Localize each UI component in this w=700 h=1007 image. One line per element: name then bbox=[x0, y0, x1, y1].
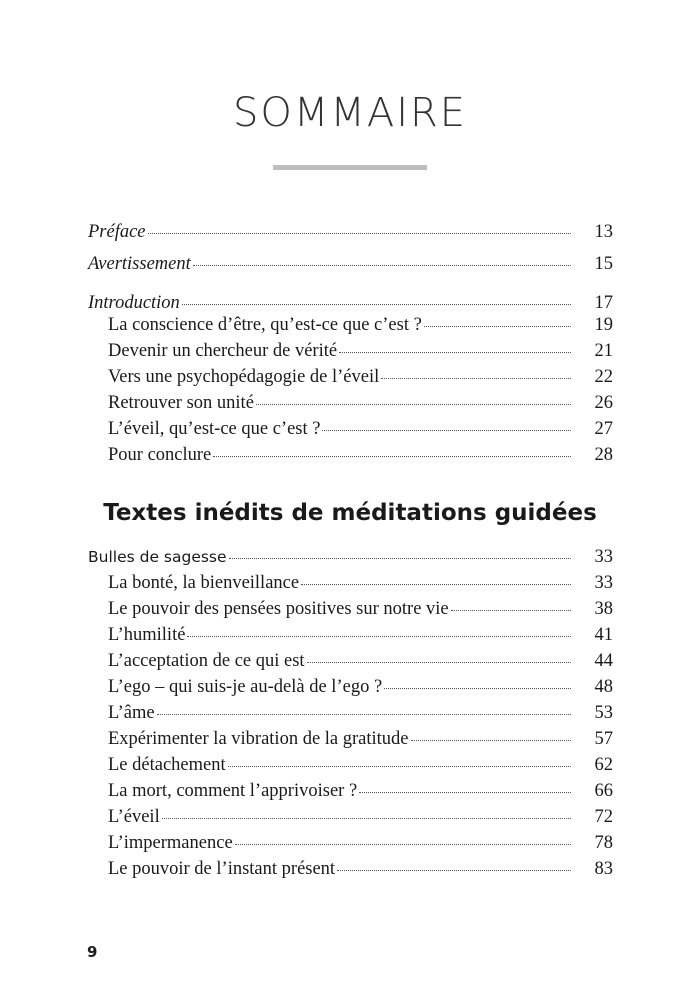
toc-entry-page: 62 bbox=[594, 755, 613, 775]
toc-entry[interactable] bbox=[0, 701, 700, 725]
toc-entry[interactable] bbox=[0, 649, 700, 673]
section-heading: Textes inédits de méditations guidées bbox=[103, 500, 597, 526]
toc-entry-label: Le détachement bbox=[108, 755, 226, 775]
leader-dots bbox=[182, 303, 571, 305]
toc-entry-label: La conscience d’être, qu’est-ce que c’est ? bbox=[108, 315, 422, 335]
toc-entry[interactable] bbox=[0, 805, 700, 829]
toc-entry[interactable] bbox=[0, 339, 700, 363]
toc-entry[interactable] bbox=[0, 597, 700, 621]
toc-entry[interactable] bbox=[0, 831, 700, 855]
leader-dots bbox=[228, 765, 571, 767]
toc-entry[interactable] bbox=[0, 571, 700, 595]
leader-dots bbox=[359, 791, 571, 793]
toc-entry-introduction[interactable] bbox=[0, 291, 700, 315]
leader-dots bbox=[381, 377, 571, 379]
toc-entry-label: Introduction bbox=[88, 293, 180, 313]
toc-entry-page: 57 bbox=[594, 729, 613, 749]
leader-dots bbox=[337, 869, 571, 871]
toc-entry[interactable] bbox=[0, 727, 700, 751]
leader-dots bbox=[213, 455, 571, 457]
leader-dots bbox=[256, 403, 571, 405]
leader-dots bbox=[229, 557, 571, 559]
toc-entry-label: L’impermanence bbox=[108, 833, 233, 853]
leader-dots bbox=[307, 661, 571, 663]
toc-entry-page: 26 bbox=[594, 393, 613, 413]
leader-dots bbox=[339, 351, 571, 353]
toc-entry-preface[interactable] bbox=[0, 220, 700, 244]
toc-entry[interactable] bbox=[0, 857, 700, 881]
leader-dots bbox=[424, 325, 571, 327]
page-number: 9 bbox=[87, 943, 98, 961]
leader-dots bbox=[162, 817, 571, 819]
toc-entry-label: Pour conclure bbox=[108, 445, 212, 465]
title-underline bbox=[273, 165, 427, 170]
toc-entry-label: L’ego – qui suis-je au-delà de l’ego ? bbox=[108, 677, 383, 697]
page-title: SOMMAIRE bbox=[232, 90, 468, 136]
toc-entry-page: 78 bbox=[594, 833, 613, 853]
toc-entry[interactable] bbox=[0, 443, 700, 467]
leader-dots bbox=[384, 687, 571, 689]
leader-dots bbox=[411, 739, 571, 741]
toc-entry-label: Préface bbox=[88, 222, 146, 242]
leader-dots bbox=[157, 713, 571, 715]
toc-entry-bulles-de-sagesse[interactable] bbox=[0, 545, 700, 569]
toc-entry-label: L’âme bbox=[108, 703, 155, 723]
toc-entry-page: 22 bbox=[594, 367, 613, 387]
toc-entry-page: 19 bbox=[594, 315, 613, 335]
leader-dots bbox=[235, 843, 571, 845]
toc-entry-page: 33 bbox=[594, 573, 613, 593]
toc-entry[interactable] bbox=[0, 417, 700, 441]
toc-entry[interactable] bbox=[0, 675, 700, 699]
toc-entry-page: 33 bbox=[594, 547, 613, 567]
leader-dots bbox=[322, 429, 571, 431]
toc-entry-page: 66 bbox=[594, 781, 613, 801]
toc-entry-label: La mort, comment l’apprivoiser ? bbox=[108, 781, 358, 801]
toc-entry-avertissement[interactable] bbox=[0, 252, 700, 276]
toc-entry-label: Expérimenter la vibration de la gratitude bbox=[108, 729, 409, 749]
toc-entry-label: Le pouvoir des pensées positives sur notre vie bbox=[108, 599, 449, 619]
toc-entry-page: 28 bbox=[594, 445, 613, 465]
toc-entry-page: 38 bbox=[594, 599, 613, 619]
toc-entry-page: 13 bbox=[594, 222, 613, 242]
toc-entry-page: 41 bbox=[594, 625, 613, 645]
toc-entry-label: Vers une psychopédagogie de l’éveil bbox=[108, 367, 380, 387]
toc-entry[interactable] bbox=[0, 313, 700, 337]
toc-entry-page: 27 bbox=[594, 419, 613, 439]
toc-entry-label: La bonté, la bienveillance bbox=[108, 573, 300, 593]
leader-dots bbox=[301, 583, 571, 585]
toc-entry-page: 17 bbox=[594, 293, 613, 313]
leader-dots bbox=[187, 635, 571, 637]
toc-entry-page: 44 bbox=[594, 651, 613, 671]
toc-entry-label: Retrouver son unité bbox=[108, 393, 254, 413]
leader-dots bbox=[451, 609, 571, 611]
toc-entry-label: L’éveil bbox=[108, 807, 160, 827]
toc-entry-page: 53 bbox=[594, 703, 613, 723]
toc-entry[interactable] bbox=[0, 365, 700, 389]
leader-dots bbox=[193, 264, 571, 266]
toc-entry-label: L’humilité bbox=[108, 625, 186, 645]
toc-entry-label: L’éveil, qu’est-ce que c’est ? bbox=[108, 419, 321, 439]
toc-entry[interactable] bbox=[0, 391, 700, 415]
toc-entry-page: 15 bbox=[594, 254, 613, 274]
toc-entry-label: Bulles de sagesse bbox=[88, 548, 227, 566]
toc-entry-page: 72 bbox=[594, 807, 613, 827]
toc-entry-page: 48 bbox=[594, 677, 613, 697]
toc-entry-page: 21 bbox=[594, 341, 613, 361]
toc-entry-label: Le pouvoir de l’instant présent bbox=[108, 859, 336, 879]
toc-entry-label: Avertissement bbox=[88, 254, 191, 274]
toc-entry[interactable] bbox=[0, 779, 700, 803]
leader-dots bbox=[148, 232, 571, 234]
toc-entry-label: Devenir un chercheur de vérité bbox=[108, 341, 338, 361]
toc-entry-page: 83 bbox=[594, 859, 613, 879]
toc-entry[interactable] bbox=[0, 753, 700, 777]
toc-entry[interactable] bbox=[0, 623, 700, 647]
toc-entry-label: L’acceptation de ce qui est bbox=[108, 651, 305, 671]
